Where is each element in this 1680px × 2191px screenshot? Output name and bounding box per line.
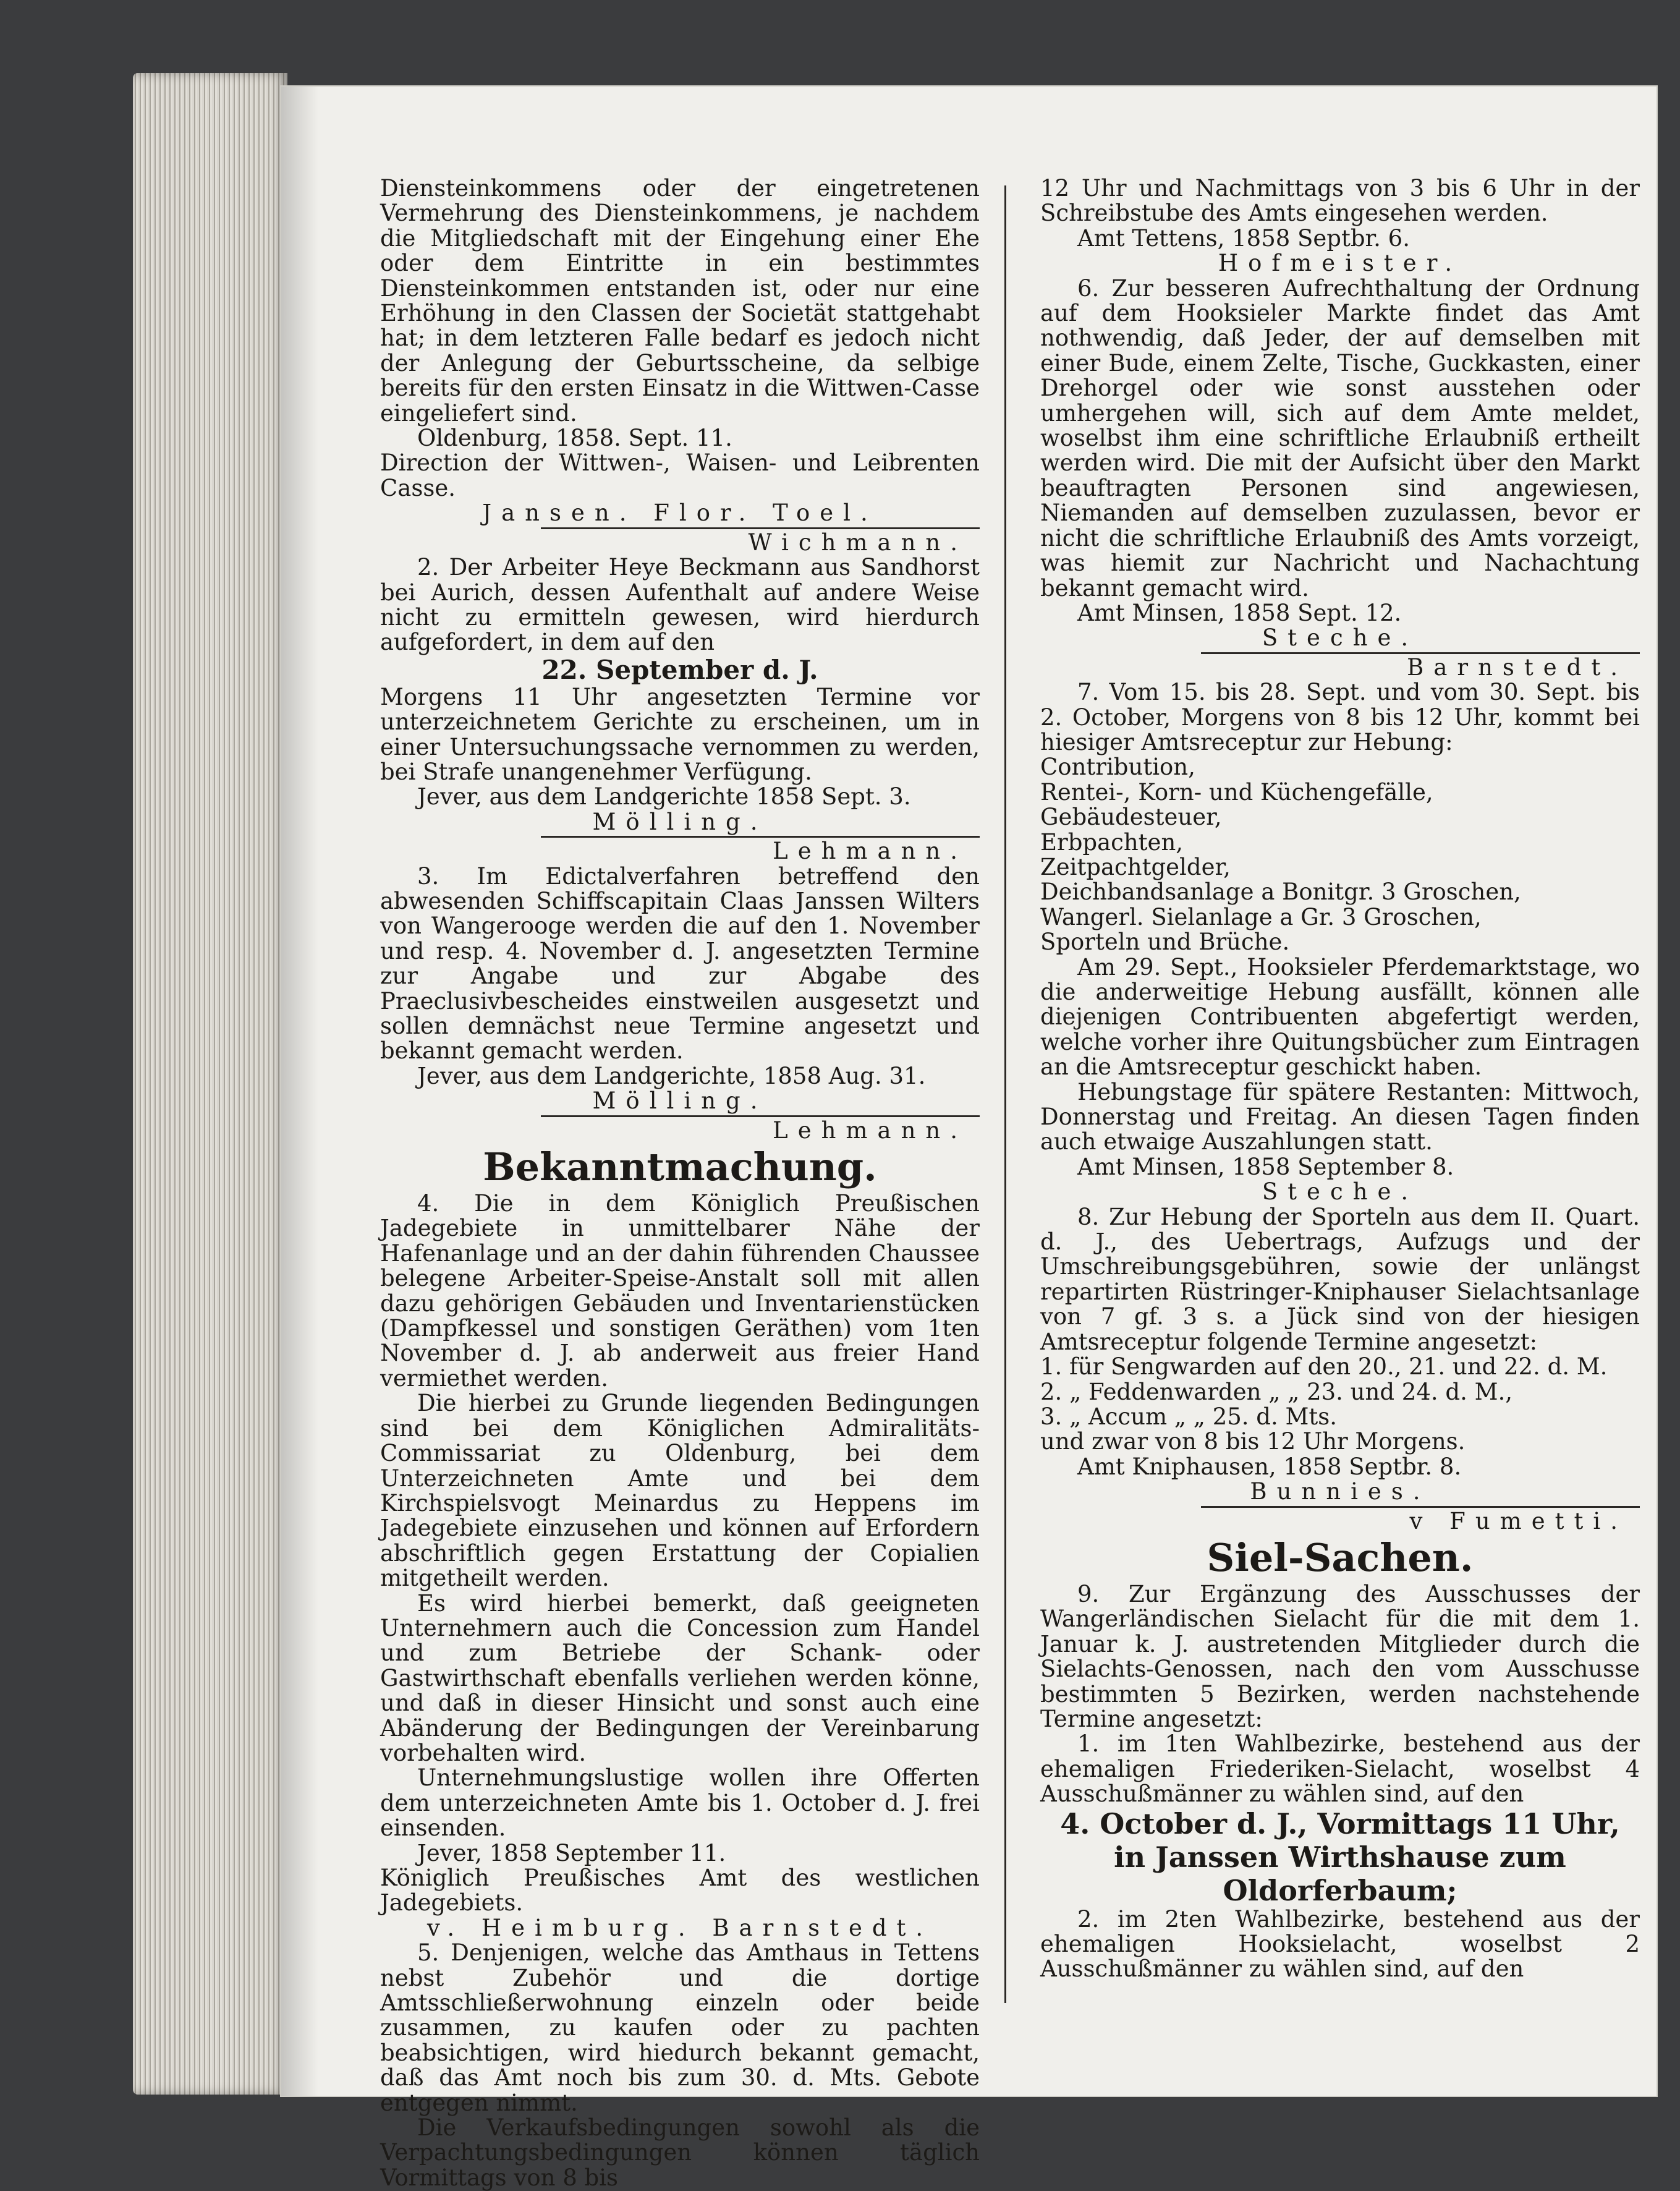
section-heading-bekanntmachung: Bekanntmachung. [483,1144,877,1190]
notice-8-countersignature: v Fumetti. [1409,1507,1627,1534]
column-divider [1004,185,1006,2003]
notice-2-text: 2. Der Arbeiter Heye Beckmann aus Sandhorst bei Aurich, dessen Aufenthalt auf andere Weise nicht zu ermitteln gewesen, wird hierdurch aufgefordert, in dem auf den [380,554,980,656]
list-item: 3. „ Accum „ „ 25. d. Mts. [1040,1403,1338,1430]
notice-5-text: 5. Denjenigen, welche das Amthaus in Tettens nebst Zubehör und die dortige Amtsschließerwohnung einzeln oder beide zusammen, zu kaufen oder zu pachten beabsichtigen, wird hiedurch bekannt gemacht, daß das Amt noch bis zum 30. d. Mts. Gebote entgegen nimmt. [380,1939,980,2116]
notice-8-place-date: Amt Kniphausen, 1858 Septbr. 8. [1077,1453,1462,1480]
notice-2-place-date: Jever, aus dem Landgerichte 1858 Sept. 3. [417,783,911,810]
notice-9-location: in Janssen Wirthshause zum Oldorferbaum; [1114,1840,1566,1907]
notice-9-date: 4. October d. J., Vormittags 11 Uhr, [1060,1806,1620,1840]
notice-1-authority: Direction der Wittwen-, Waisen- und Leibrenten Casse. [380,449,980,501]
notice-4-text-4: Unternehmungslustige wollen ihre Offerten dem unterzeichneten Amte bis 1. October d. J. frei einsenden. [380,1764,980,1842]
list-item: Zeitpachtgelder, [1040,853,1231,880]
notice-1-continuation: Diensteinkommens oder der eingetretenen Vermehrung des Diensteinkommens, je nachdem die Mitgliedschaft mit der Eingehung einer Ehe oder dem Eintritte in ein bestimmtes Diensteinkommen entstanden ist, oder nur eine Erhöhung in den Classen der Societät stattgehabt hat; in dem letzteren Falle bedarf es jedoch nicht der Anlegung der Geburtsscheine, da selbige bereits für den ersten Einsatz in die Wittwen-Casse eingeliefert sind. [380,175,980,427]
list-item: 1. für Sengwarden auf den 20., 21. und 22. d. M. [1040,1353,1608,1381]
notice-2-date: 22. September d. J. [541,654,818,685]
notice-9-text-2: 1. im 1ten Wahlbezirke, bestehend aus der ehemaligen Friederiken-Sielacht, woselbst 4 Ausschußmänner zu wählen sind, auf den [1040,1730,1640,1808]
notice-2-countersignature: Lehmann. [773,838,967,865]
notice-4-text: 4. Die in dem Königlich Preußischen Jadegebiete in unmittelbarer Nähe der Hafenanlage und an der dahin führenden Chaussee belegene Arbeiter-Speise-Anstalt soll mit allen dazu gehörigen Gebäuden und Inventarienstücken (Dampfkessel und sonstigen Geräthen) vom 1ten November d. J. ab anderweit aus freier Hand vermiethet werden. [380,1190,980,1392]
notice-9-text-3: 2. im 2ten Wahlbezirke, bestehend aus der ehemaligen Hooksielacht, woselbst 2 Ausschußmänner zu wählen sind, auf den [1040,1905,1640,1983]
notice-7-text-3: Hebungstage für spätere Restanten: Mittwoch, Donnerstag und Freitag. An diesen Tagen finden auch etwaige Auszahlungen statt. [1040,1078,1640,1155]
notice-5-signature: Hofmeister. [1218,250,1462,277]
list-item: Wangerl. Sielanlage a Gr. 3 Groschen, [1040,903,1482,930]
right-column [1040,176,1640,1982]
notice-8-text-2: und zwar von 8 bis 12 Uhr Morgens. [1040,1428,1466,1455]
notice-9-text: 9. Zur Ergänzung des Ausschusses der Wangerländischen Sielacht für die mit dem 1. Januar k. J. austretenden Mitglieder durch die Sielachts-Genossen, nach den vom Ausschusse bestimmten 5 Bezirken, werden nachstehende Termine angesetzt: [1040,1580,1640,1732]
notice-2-text-continued: Morgens 11 Uhr angesetzten Termine vor unterzeichnetem Gerichte zu erscheinen, um in einer Untersuchungssache vernommen zu werden, bei Strafe unangenehmer Verfügung. [380,683,980,785]
notice-1-signature: Jansen. Flor. Toel. [482,500,878,527]
list-item: Erbpachten, [1040,828,1184,856]
notice-4-signature: v. Heimburg. Barnstedt. [426,1914,933,1941]
section-heading-siel-sachen: Siel-Sachen. [1207,1534,1474,1580]
notice-7-text-2: Am 29. Sept., Hooksieler Pferdemarktstage, wo die anderweitige Hebung ausfällt, können alle diejenigen Contribuenten abgefertigt werden, welche vorher ihre Quitungsbücher zum Eintragen an die Amtsreceptur geschickt haben. [1040,953,1640,1081]
notice-6-countersignature: Barnstedt. [1407,653,1627,681]
notice-2-signature: Mölling. [592,808,768,835]
notice-3-text: 3. Im Edictalverfahren betreffend den abwesenden Schiffscapitain Claas Janssen Wilters von Wangerooge werden die auf den 1. November und resp. 4. November d. J. angesetzten Termine zur Angabe und zur Abgabe des Praeclusivbescheides einstweilen ausgesetzt und sollen demnächst neue Termine angesetzt und bekannt gemacht werden. [380,862,980,1065]
notice-7-signature: Steche. [1262,1178,1419,1206]
notice-3-place-date: Jever, aus dem Landgerichte, 1858 Aug. 31. [417,1062,926,1089]
notice-6-signature: Steche. [1262,624,1419,652]
page-gutter-shadow [281,87,318,2096]
notice-7-text: 7. Vom 15. bis 28. Sept. und vom 30. Sept. bis 2. October, Morgens von 8 bis 12 Uhr, kommt bei hiesiger Amtsreceptur zur Hebung: [1040,679,1640,755]
notice-5-place-date: Amt Tettens, 1858 Septbr. 6. [1077,224,1410,252]
notice-8-signature: Bunnies. [1250,1478,1430,1505]
notice-6-text: 6. Zur besseren Aufrechthaltung der Ordnung auf dem Hooksieler Markte findet das Amt nothwendig, daß Jeder, der auf demselben mit einer Bude, einem Zelte, Tische, Guckkasten, einer Drehorgel oder wie sonst ausstehen oder umhergehen will, sich auf dem Amte meldet, woselbst ihm eine schriftliche Erlaubniß ertheilt werden wird. Die mit der Aufsicht über den Markt beauftragten Personen sind angewiesen, Niemanden auf demselben zuzulassen, bevor er nicht die schriftliche Erlaubniß des Amts vorzeigt, was hiemit zur Nachricht und Nachachtung bekannt gemacht wird. [1040,274,1640,602]
notice-7-place-date: Amt Minsen, 1858 September 8. [1077,1153,1454,1180]
notice-5-text-2: Die Verkaufsbedingungen sowohl als die Verpachtungsbedingungen können täglich Vormittags von 8 bis [380,2114,980,2191]
notice-4-text-3: Es wird hierbei bemerkt, daß geeigneten Unternehmern auch die Concession zum Handel und zum Betriebe der Schank- oder Gastwirthschaft ebenfalls verliehen werden könne, und daß in dieser Hinsicht und sonst auch eine Abänderung der Bedingungen der Vereinbarung vorbehalten wird. [380,1589,980,1766]
notice-6-place-date: Amt Minsen, 1858 Sept. 12. [1077,599,1402,626]
list-item: Deichbandsanlage a Bonitgr. 3 Groschen, [1040,879,1521,906]
notice-1-place-date: Oldenburg, 1858. Sept. 11. [417,425,732,452]
list-item: 2. „ Feddenwarden „ „ 23. und 24. d. M., [1040,1378,1513,1405]
notice-3-signature: Mölling. [592,1087,768,1115]
notice-3-countersignature: Lehmann. [773,1117,967,1144]
list-item: Sporteln und Brüche. [1040,929,1290,956]
notice-8-text: 8. Zur Hebung der Sporteln aus dem II. Quart. d. J., des Uebertrags, Aufzugs und der Umschreibungsgebühren, sowie der unlängst repartirten Rüstringer-Kniphauser Sielachtsanlage von 7 gf. 3 s. a Jück sind von der hiesigen Amtsreceptur folgende Termine angesetzt: [1040,1203,1640,1355]
notice-4-text-2: Die hierbei zu Grunde liegenden Bedingungen sind bei dem Königlichen Admiralitäts-Commissariat zu Oldenburg, bei dem Unterzeichneten Amte und bei dem Kirchspielsvogt Meinardus zu Heppens im Jadegebiete einzusehen und können auf Erfordern abschriftlich gegen Erstattung der Copialien mitgetheilt werden. [380,1390,980,1592]
list-item: Contribution, [1040,754,1195,781]
notice-1-countersignature: Wichmann. [748,529,967,556]
list-item: Gebäudesteuer, [1040,804,1222,831]
notice-4-place-date: Jever, 1858 September 11. [417,1839,726,1866]
list-item: Rentei-, Korn- und Küchengefälle, [1040,778,1433,806]
notice-5-continuation: 12 Uhr und Nachmittags von 3 bis 6 Uhr in der Schreibstube des Amts eingesehen werden. [1040,175,1640,227]
left-column [380,176,980,2190]
book-page-edges [133,73,287,2095]
notice-4-authority: Königlich Preußisches Amt des westlichen Jadegebiets. [380,1865,980,1917]
